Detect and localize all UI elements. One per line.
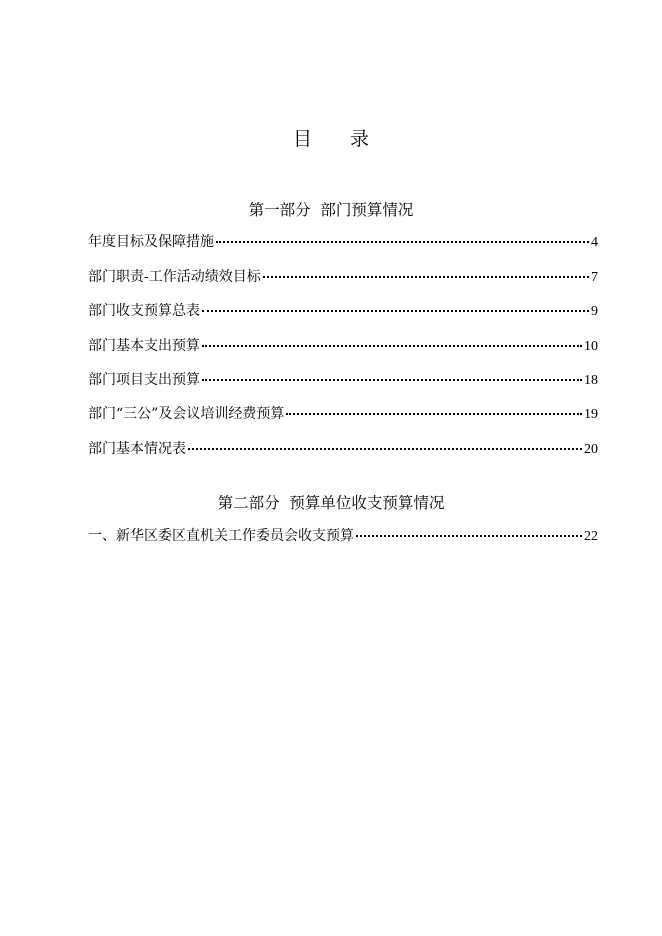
toc-entry-page: 19 — [584, 407, 598, 422]
toc-entry[interactable] — [88, 404, 598, 424]
toc-entry-page: 20 — [584, 442, 598, 457]
toc-entry[interactable] — [88, 439, 598, 459]
toc-entry[interactable] — [88, 301, 598, 321]
part2-heading: 第二部分 预算单位收支预算情况 — [217, 494, 445, 512]
toc-entry-page: 18 — [584, 373, 598, 388]
toc-entry-label: 一、新华区委区直机关工作委员会收支预算 — [88, 528, 354, 544]
dot-leader — [202, 309, 589, 312]
toc-entry-page: 4 — [591, 235, 598, 250]
toc-title-right: 录 — [350, 128, 370, 150]
toc-title — [0, 124, 662, 151]
dot-leader — [263, 275, 589, 278]
toc-entry-page: 10 — [584, 339, 598, 354]
dot-leader — [188, 447, 582, 450]
part1-heading: 第一部分 部门预算情况 — [248, 201, 414, 219]
toc-entry-label: 部门职责-工作活动绩效目标 — [88, 269, 261, 285]
toc-entry-label: 年度目标及保障措施 — [88, 234, 214, 250]
toc-entry[interactable] — [88, 526, 598, 546]
toc-entry[interactable] — [88, 370, 598, 390]
toc-title-left: 目 — [292, 128, 312, 150]
toc-entry-page: 7 — [591, 270, 598, 285]
toc-entry-label: 部门基本支出预算 — [88, 338, 200, 354]
dot-leader — [202, 378, 582, 381]
toc-entry-label: 部门收支预算总表 — [88, 303, 200, 319]
toc-entry[interactable] — [88, 267, 598, 287]
toc-entry-label: 部门“三公”及会议培训经费预算 — [88, 406, 285, 422]
dot-leader — [216, 240, 589, 243]
toc-entry-label: 部门基本情况表 — [88, 441, 186, 457]
toc-entry-page: 22 — [584, 529, 598, 544]
dot-leader — [286, 412, 582, 415]
dot-leader — [202, 344, 582, 347]
toc-entry[interactable] — [88, 232, 598, 252]
toc-entry[interactable] — [88, 336, 598, 356]
dot-leader — [356, 534, 582, 537]
toc-entry-label: 部门项目支出预算 — [88, 372, 200, 388]
toc-entry-page: 9 — [591, 304, 598, 319]
